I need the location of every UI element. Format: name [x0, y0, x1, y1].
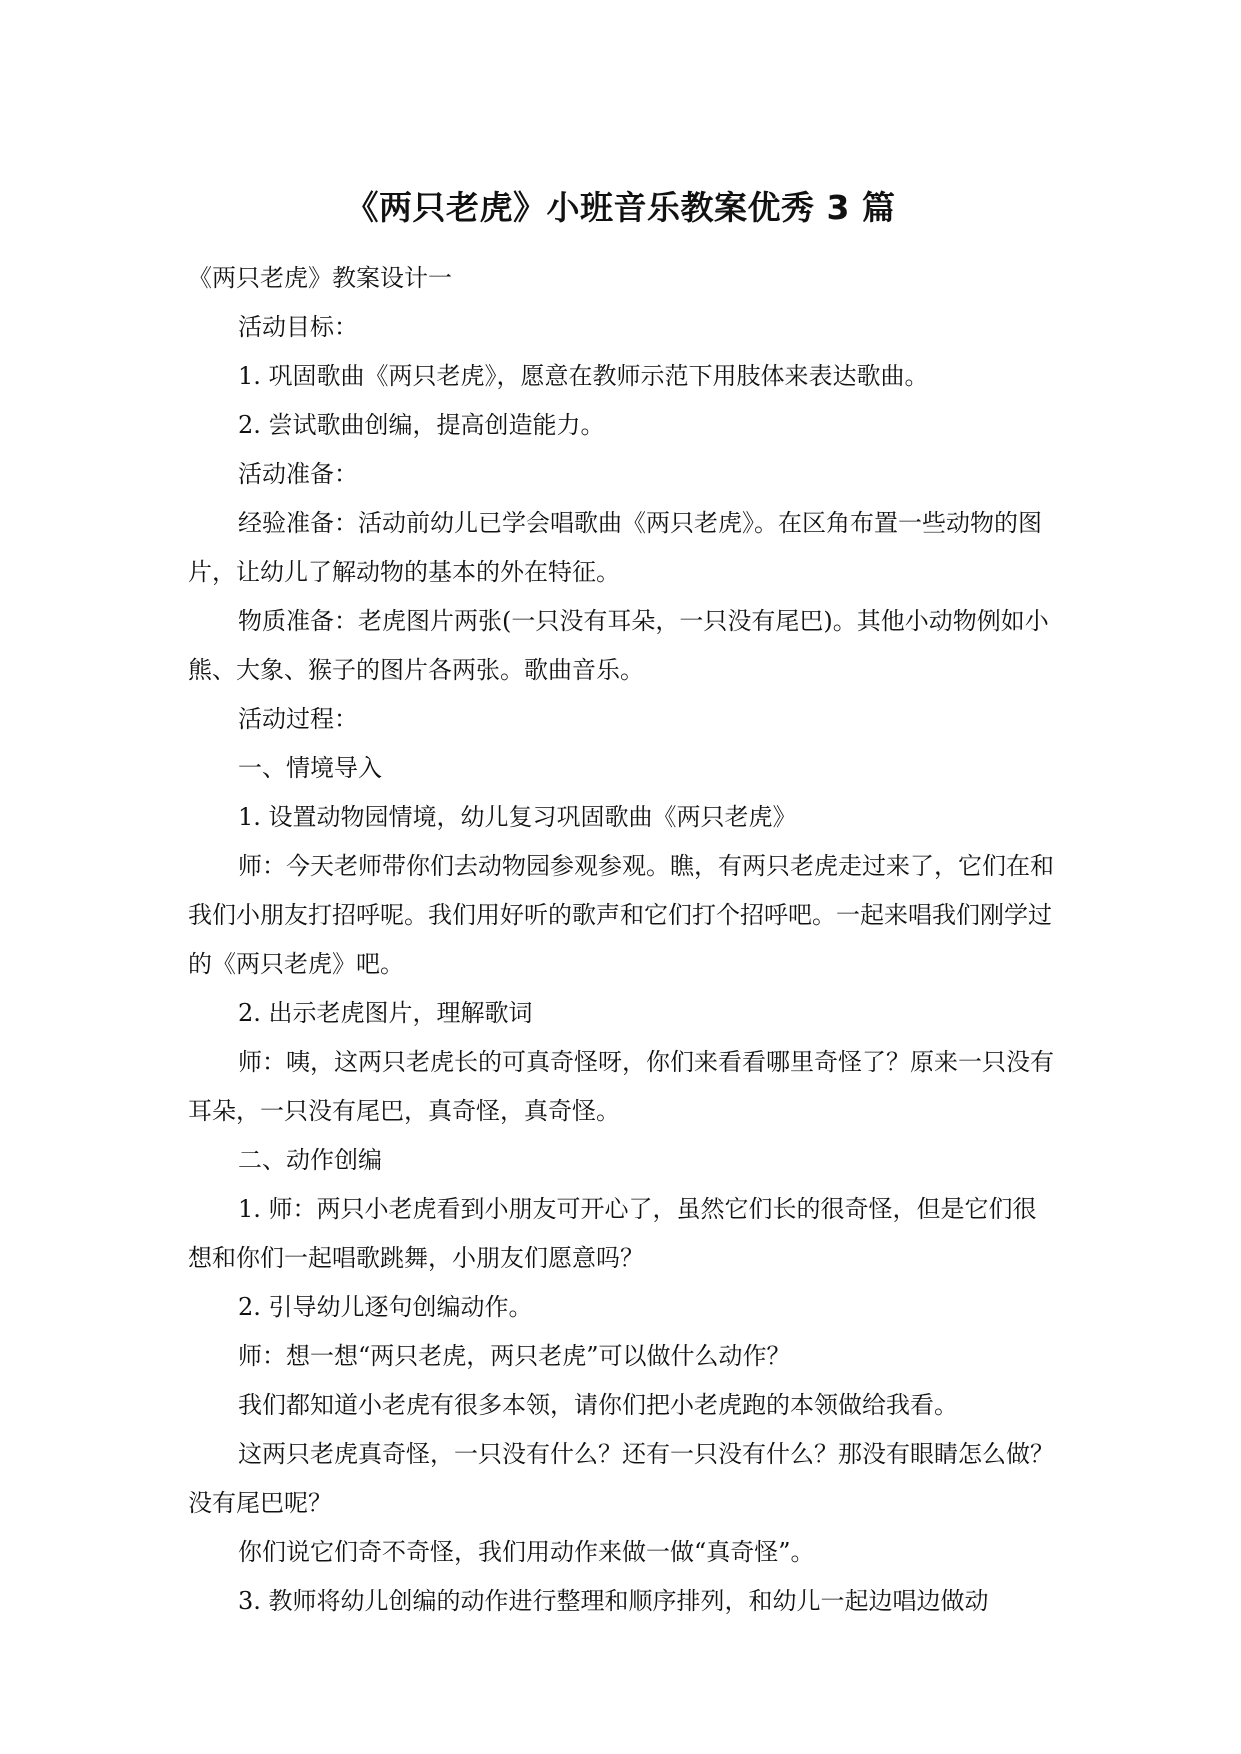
paragraph: 师：想一想“两只老虎，两只老虎”可以做什么动作？ [238, 1342, 791, 1370]
paragraph: 二、动作创编 [238, 1146, 382, 1174]
document-body [188, 254, 1054, 1626]
paragraph: 1. 师：两只小老虎看到小朋友可开心了，虽然它们长的很奇怪，但是它们很想和你们一起唱歌跳舞，小朋友们愿意吗？ [188, 1195, 1037, 1272]
paragraph: 1. 巩固歌曲《两只老虎》，愿意在教师示范下用肢体来表达歌曲。 [238, 362, 929, 390]
paragraph: 1. 设置动物园情境，幼儿复习巩固歌曲《两只老虎》 [238, 803, 797, 831]
paragraph: 2. 尝试歌曲创编，提高创造能力。 [238, 411, 605, 439]
paragraph: 我们都知道小老虎有很多本领，请你们把小老虎跑的本领做给我看。 [238, 1391, 958, 1419]
paragraph: 你们说它们奇不奇怪，我们用动作来做一做“真奇怪”。 [238, 1538, 815, 1566]
document-title: 《两只老虎》小班音乐教案优秀 3 篇 [345, 188, 896, 227]
paragraph: 活动过程： [238, 705, 358, 733]
paragraph: 2. 引导幼儿逐句创编动作。 [238, 1293, 533, 1321]
paragraph: 这两只老虎真奇怪，一只没有什么？还有一只没有什么？那没有眼睛怎么做？没有尾巴呢？ [188, 1440, 1054, 1517]
paragraph: 活动准备： [238, 460, 358, 488]
paragraph: 物质准备：老虎图片两张(一只没有耳朵，一只没有尾巴)。其他小动物例如小熊、大象、猴子的图片各两张。歌曲音乐。 [188, 607, 1049, 684]
paragraph: 活动目标： [238, 313, 358, 341]
paragraph: 《两只老虎》教案设计一 [188, 264, 452, 292]
paragraph: 师：咦，这两只老虎长的可真奇怪呀，你们来看看哪里奇怪了？原来一只没有耳朵，一只没有尾巴，真奇怪，真奇怪。 [188, 1048, 1054, 1125]
paragraph: 3. 教师将幼儿创编的动作进行整理和顺序排列，和幼儿一起边唱边做动 [238, 1587, 989, 1615]
paragraph: 一、情境导入 [238, 754, 382, 782]
paragraph: 2. 出示老虎图片，理解歌词 [238, 999, 533, 1027]
paragraph: 师：今天老师带你们去动物园参观参观。瞧，有两只老虎走过来了，它们在和我们小朋友打招呼呢。我们用好听的歌声和它们打个招呼吧。一起来唱我们刚学过的《两只老虎》吧。 [188, 852, 1054, 978]
paragraph: 经验准备：活动前幼儿已学会唱歌曲《两只老虎》。在区角布置一些动物的图片，让幼儿了解动物的基本的外在特征。 [188, 509, 1042, 586]
